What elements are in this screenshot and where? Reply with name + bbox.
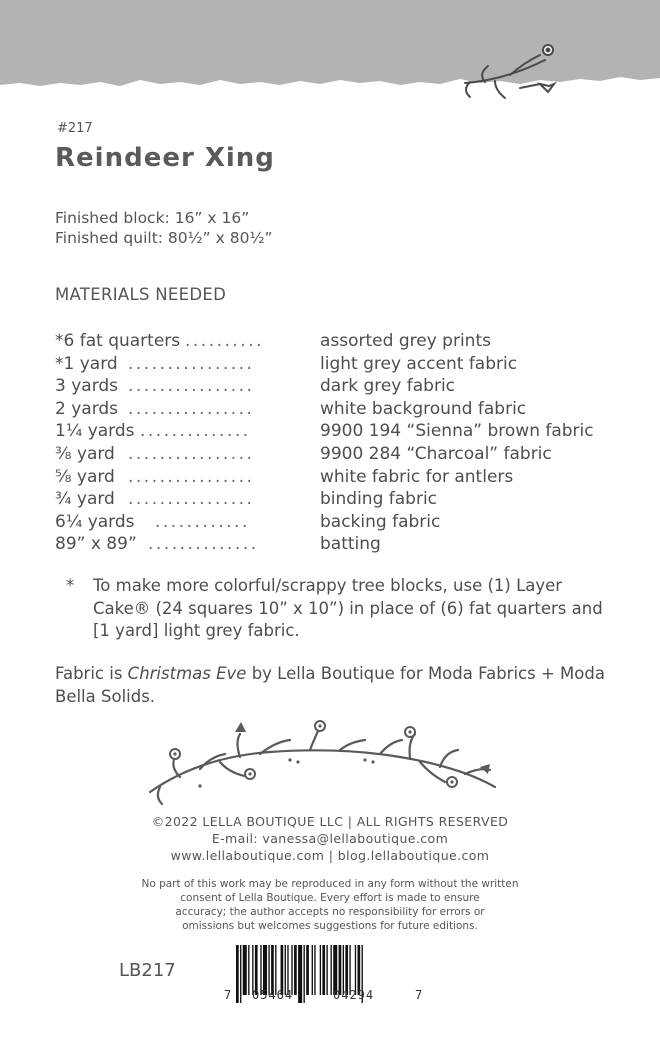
footnote-text: To make more colorful/scrappy tree blocks, use (1) Layer Cake® (24 squares 10” x 10”) in place of (6) fat quarters and [1 yard] light grey fabric. [93, 576, 603, 640]
material-quantity: 1¼ yards [55, 421, 135, 442]
fabric-credit [55, 663, 615, 708]
barcode-icon [222, 945, 434, 1025]
material-quantity: ¾ yard [55, 489, 115, 510]
barcode-bar [294, 945, 297, 995]
disclaimer-line: No part of this work may be reproduced in any form without the written [141, 878, 519, 890]
materials-row [55, 399, 635, 422]
barcode-bar [306, 945, 309, 995]
barcode-bar [314, 945, 315, 995]
materials-row [55, 376, 635, 399]
barcode-bar [331, 945, 332, 995]
material-quantity: 6¼ yards [55, 511, 135, 532]
barcode-left-digit: 7 [224, 988, 233, 1002]
material-description: binding fabric [320, 489, 438, 510]
materials-row [55, 467, 635, 490]
materials-row [55, 331, 635, 354]
materials-list [55, 331, 635, 557]
material-leader-dots: .............. [140, 421, 251, 442]
disclaimer-line: omissions but welcomes suggestions for future editions. [182, 920, 478, 932]
material-leader-dots: ................ [128, 466, 255, 487]
disclaimer-line: accuracy; the author accepts no responsibility for errors or [175, 906, 485, 918]
materials-row [55, 444, 635, 467]
materials-row [55, 421, 635, 444]
material-leader-dots: ................ [128, 376, 255, 397]
barcode-bar [320, 945, 321, 995]
finished-block-size: Finished block: 16” x 16” [55, 209, 250, 227]
materials-row [55, 534, 635, 557]
material-leader-dots: ................ [128, 443, 255, 464]
materials-row [55, 512, 635, 535]
disclaimer-line: consent of Lella Boutique. Every effort is made to ensure [180, 892, 480, 904]
material-description: light grey accent fabric [320, 353, 518, 374]
barcode-right-digit: 7 [415, 988, 424, 1002]
header-band [0, 0, 660, 110]
material-description: 9900 194 “Sienna” brown fabric [320, 421, 594, 442]
barcode-bar [240, 945, 241, 1003]
material-quantity: *1 yard [55, 353, 118, 374]
barcode-bar [326, 945, 327, 995]
barcode-bar [243, 945, 247, 995]
material-description: white fabric for antlers [320, 466, 514, 487]
finished-sizes [55, 208, 273, 248]
materials-row [55, 489, 635, 512]
material-quantity: ⅝ yard [55, 466, 115, 487]
barcode-bar [236, 945, 239, 1003]
sku-code: LB217 [119, 960, 176, 981]
barcode-bar [322, 945, 325, 995]
finished-quilt-size: Finished quilt: 80½” x 80½” [55, 229, 273, 247]
material-leader-dots: .............. [148, 534, 259, 555]
fabric-collection-name: Christmas Eve [127, 664, 247, 683]
material-description: backing fabric [320, 511, 441, 532]
barcode-group-1: 05464 [252, 988, 294, 1002]
pattern-title: Reindeer Xing [55, 143, 275, 173]
pattern-number: #217 [57, 121, 93, 136]
material-leader-dots: ............ [155, 511, 250, 532]
material-leader-dots: ................ [128, 398, 255, 419]
material-quantity: 2 yards [55, 398, 119, 419]
barcode-bar [304, 945, 305, 1003]
material-quantity: ⅜ yard [55, 443, 115, 464]
websites-line: www.lellaboutique.com | blog.lellaboutique.com [170, 848, 490, 863]
materials-heading: MATERIALS NEEDED [55, 285, 227, 304]
fabric-credit-prefix: Fabric is [55, 664, 128, 683]
material-description: assorted grey prints [320, 331, 491, 351]
floral-vine-icon [140, 712, 510, 812]
credits [0, 813, 660, 864]
material-leader-dots: ................ [128, 489, 255, 510]
barcode-group-2: 04294 [333, 988, 375, 1002]
material-leader-dots: .......... [185, 331, 265, 351]
material-description: dark grey fabric [320, 376, 456, 397]
barcode-bar [248, 945, 249, 995]
materials-row [55, 354, 635, 377]
copyright-line: ©2022 LELLA BOUTIQUE LLC | ALL RIGHTS RESERVED [151, 814, 509, 829]
disclaimer [0, 877, 660, 933]
material-description: 9900 284 “Charcoal” fabric [320, 443, 552, 464]
material-quantity: 3 yards [55, 376, 119, 397]
material-description: white background fabric [320, 398, 527, 419]
barcode-bar [312, 945, 313, 995]
material-quantity: *6 fat quarters [55, 331, 181, 351]
barcode-bar [298, 945, 302, 1003]
footnote-asterisk: * [66, 576, 75, 595]
material-quantity: 89” x 89” [55, 534, 137, 555]
fabric-credit-suffix: by Lella Boutique for Moda Fabrics + Moda Bella Solids. [55, 664, 605, 706]
email-line: E-mail: vanessa@lellaboutique.com [211, 831, 449, 846]
material-leader-dots: ................ [128, 353, 255, 374]
material-description: batting [320, 534, 381, 555]
